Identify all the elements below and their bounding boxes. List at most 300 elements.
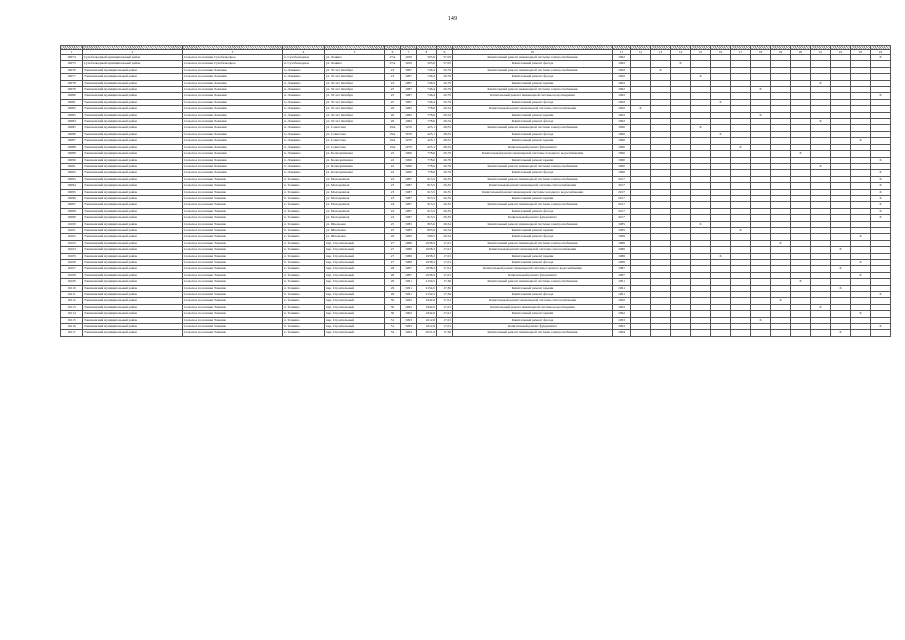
table-cell: Капитальный ремонт крыши (453, 285, 613, 291)
column-number: 4 (283, 50, 325, 55)
mark-cell: X (851, 138, 871, 144)
table-cell: Сельское поселение Тонкино (183, 330, 283, 336)
mark-cell: X (871, 157, 891, 163)
table-cell: 1986 (613, 253, 631, 259)
table-cell: Сельское поселение Тонкино (183, 279, 283, 285)
table-cell: 1987 (401, 74, 417, 80)
table-cell: 1991 (613, 285, 631, 291)
table-cell: 1994 (613, 330, 631, 336)
table-cell: Сельское поселение Тонкино (183, 189, 283, 195)
table-cell: п. Тонкино (283, 247, 325, 253)
table-cell: 913,5 (417, 176, 437, 182)
table-cell: Сельское поселение Ложкино (183, 131, 283, 137)
mark-cell: X (751, 87, 771, 93)
table-cell: Сельское поселение Ложкино (183, 99, 283, 105)
table-cell: п. Тонкино (283, 292, 325, 298)
table-cell: 1992 (613, 74, 631, 80)
table-cell: Тоншаевский муниципальный район (83, 99, 183, 105)
table-cell: пер. Строительный (325, 330, 385, 336)
table-cell: 17,01 (437, 247, 453, 253)
table-cell: 20,54 (437, 221, 453, 227)
mark-cell: X (871, 195, 891, 201)
document-table (60, 45, 891, 337)
table-cell: 17,01 (437, 324, 453, 330)
table-cell: 22 (385, 157, 401, 163)
table-cell: 20,35 (437, 208, 453, 214)
table-cell: Тоншаевский муниципальный район (83, 221, 183, 227)
table-cell: 1990 (401, 151, 417, 157)
table-cell: п. Тонкино (283, 317, 325, 323)
mark-cell: X (751, 317, 771, 323)
mark-cell: X (871, 93, 891, 99)
mark-cell: X (811, 304, 831, 310)
table-cell: 1987 (401, 215, 417, 221)
table-cell: Тоншаевский муниципальный район (83, 119, 183, 125)
mark-cell: X (871, 215, 891, 221)
table-cell: ул. 50 лет Октября (325, 74, 385, 80)
table-cell: 1990 (613, 163, 631, 169)
table-cell: Тоншаевский муниципальный район (83, 266, 183, 272)
table-cell: 2017 (613, 183, 631, 189)
table-cell: п. Ложкино (283, 131, 325, 137)
mark-cell: X (851, 272, 871, 278)
table-cell: ул. 50 лет Октября (325, 87, 385, 93)
table-cell: 30 (385, 298, 401, 304)
table-cell: ул. Кооперативная (325, 157, 385, 163)
table-cell: 1992 (613, 311, 631, 317)
table-cell: п. Тонкино (283, 240, 325, 246)
mark-cell (711, 330, 731, 336)
table-cell: ул. 50 лет Октября (325, 93, 385, 99)
table-cell: Капитальный ремонт инженерной системы электроснабжения (453, 279, 613, 285)
column-number: 8 (417, 50, 437, 55)
table-cell: 27А (385, 55, 401, 61)
table-cell: Сельское поселение Ложкино (183, 119, 283, 125)
table-cell: 1991 (613, 279, 631, 285)
table-cell: 2051,9 (417, 330, 437, 336)
mark-cell (771, 330, 791, 336)
table-cell: 25 (385, 99, 401, 105)
table-cell: Капитальный ремонт инженерной системы теплоснабжения (453, 106, 613, 112)
table-cell: 1987 (401, 67, 417, 73)
column-number: 19 (771, 50, 791, 55)
table-cell: Тоншаевский муниципальный район (83, 208, 183, 214)
table-cell: 1658,3 (417, 260, 437, 266)
table-cell: 20,79 (437, 151, 453, 157)
table-cell: 1658,3 (417, 253, 437, 259)
table-cell: Сухобезводный муниципальный район (83, 61, 183, 67)
table-cell: п. Ложкино (283, 151, 325, 157)
table-cell: Капитальный ремонт фасада (453, 99, 613, 105)
table-cell: 16107 (61, 266, 83, 272)
table-cell: 17,01 (437, 317, 453, 323)
table-cell: Тоншаевский муниципальный район (83, 272, 183, 278)
table-cell: 1986 (401, 260, 417, 266)
column-number: 21 (811, 50, 831, 55)
table-cell: 2017 (613, 176, 631, 182)
table-cell: 17,36 (437, 292, 453, 298)
table-cell: ул. Советская (325, 131, 385, 137)
table-cell: 16094 (61, 183, 83, 189)
table-cell: 17,01 (437, 311, 453, 317)
column-number: 5 (325, 50, 385, 55)
mark-cell: X (751, 112, 771, 118)
table-cell: 1987 (401, 99, 417, 105)
table-cell: Тоншаевский муниципальный район (83, 67, 183, 73)
column-number: 15 (691, 50, 711, 55)
table-cell: 1990 (613, 138, 631, 144)
table-cell: 29 (385, 279, 401, 285)
table-cell: 26 (385, 112, 401, 118)
table-cell: 26 (385, 234, 401, 240)
mark-cell: X (811, 80, 831, 86)
table-cell: 1992 (401, 304, 417, 310)
table-cell: Тоншаевский муниципальный район (83, 151, 183, 157)
table-cell: 1987 (613, 266, 631, 272)
table-cell: п. Тонкино (283, 298, 325, 304)
table-cell: 23 (385, 80, 401, 86)
mark-cell (811, 330, 831, 336)
table-cell: п. Тонкино (283, 279, 325, 285)
table-cell: Сельское поселение Ложкино (183, 67, 283, 73)
mark-cell: X (691, 74, 711, 80)
mark-cell (691, 330, 711, 336)
table-cell: п. Тонкино (283, 176, 325, 182)
table-cell: Капитальный ремонт крыши (453, 253, 613, 259)
table-cell: 17,01 (437, 272, 453, 278)
table-cell: 1987 (401, 80, 417, 86)
table-cell: 16085 (61, 125, 83, 131)
table-cell: Капитальный ремонт инженерной системы электроснабжения (453, 55, 613, 61)
table-cell: п. Ложкино (283, 74, 325, 80)
table-cell: ул. Кооперативная (325, 151, 385, 157)
table-cell: Тоншаевский муниципальный район (83, 176, 183, 182)
table-cell: 16089 (61, 151, 83, 157)
table-cell: ул. Советская (325, 138, 385, 144)
table-cell: п. Ложкино (283, 170, 325, 176)
table-cell: Тоншаевский муниципальный район (83, 285, 183, 291)
table-cell: 1982 (401, 106, 417, 112)
mark-cell (751, 330, 771, 336)
table-cell: 20,79 (437, 80, 453, 86)
table-cell: 16091 (61, 163, 83, 169)
table-cell: Капитальный ремонт фундамента (453, 272, 613, 278)
table-cell: 1993 (401, 317, 417, 323)
table-cell: 20,35 (437, 215, 453, 221)
table-cell: 1658,3 (417, 240, 437, 246)
table-cell: п. Тонкино (283, 260, 325, 266)
table-cell: Тоншаевский муниципальный район (83, 112, 183, 118)
table-cell: 24 (385, 215, 401, 221)
table-cell: пер. Строительный (325, 272, 385, 278)
table-cell: Тоншаевский муниципальный район (83, 183, 183, 189)
table-cell: 16097 (61, 202, 83, 208)
table-row (61, 330, 891, 336)
column-number: 22 (831, 50, 851, 55)
table-cell: 32 (385, 330, 401, 336)
table-cell: 1982 (401, 112, 417, 118)
table-cell: 17,36 (437, 285, 453, 291)
table-cell: Тоншаевский муниципальный район (83, 170, 183, 176)
table-cell: 23 (385, 176, 401, 182)
table-cell: п. Ложкино (283, 138, 325, 144)
table-cell: ул. Молодежная (325, 202, 385, 208)
table-cell: Капитальный ремонт инженерной системы электроснабжения (453, 176, 613, 182)
table-cell: Сельское поселение Тонкино (183, 317, 283, 323)
mark-cell: X (791, 279, 811, 285)
table-cell: 1992 (613, 80, 631, 86)
table-cell: Капитальный ремонт инженерной системы водоотведения (453, 304, 613, 310)
table-cell: 1842,6 (417, 311, 437, 317)
table-cell: 913,5 (417, 183, 437, 189)
table-cell: Сельское поселение Тонкино (183, 215, 283, 221)
table-cell: 22 (385, 163, 401, 169)
mark-cell: X (691, 125, 711, 131)
table-cell: Капитальный ремонт инженерной системы теплоснабжения (453, 247, 613, 253)
table-cell: 17,01 (437, 298, 453, 304)
table-cell: 16090 (61, 157, 83, 163)
table-cell: Сельское поселение Тонкино (183, 311, 283, 317)
table-cell: 16074 (61, 55, 83, 61)
column-number: 16 (711, 50, 731, 55)
mark-cell (871, 330, 891, 336)
table-cell: ул. 50 лет Октября (325, 106, 385, 112)
table-cell: 1842,6 (417, 304, 437, 310)
table-cell: Сельское поселение Тонкино (183, 260, 283, 266)
table-cell: 28 (385, 266, 401, 272)
table-cell: 1982 (401, 119, 417, 125)
table-cell: 1970 (401, 125, 417, 131)
table-cell: 16116 (61, 324, 83, 330)
table-cell: пер. Строительный (325, 279, 385, 285)
table-cell: Тоншаевский муниципальный район (83, 227, 183, 233)
table-cell: п. Тонкино (283, 215, 325, 221)
table-cell: п. Сухобезводное (283, 61, 325, 67)
table-cell: 19А (385, 144, 401, 150)
mark-cell: X (811, 163, 831, 169)
table-cell: Сельское поселение Ложкино (183, 138, 283, 144)
table-cell: 1985 (401, 227, 417, 233)
table-cell: Тоншаевский муниципальный район (83, 163, 183, 169)
table-cell: 2017 (613, 208, 631, 214)
table-cell: 16114 (61, 311, 83, 317)
table-cell: 746,4 (417, 99, 437, 105)
table-cell: Сельское поселение Ложкино (183, 112, 283, 118)
table-cell: 16100 (61, 221, 83, 227)
table-cell: 20,79 (437, 74, 453, 80)
table-cell: 1990 (613, 170, 631, 176)
table-cell: 1992 (613, 298, 631, 304)
table-cell: 1991 (401, 279, 417, 285)
table-cell: 1950 (401, 55, 417, 61)
table-cell: 27А (385, 61, 401, 67)
table-cell: 25 (385, 87, 401, 93)
mark-cell: X (871, 183, 891, 189)
table-cell: Сельское поселение Тонкино (183, 221, 283, 227)
table-body (61, 55, 891, 337)
table-cell: 1993 (401, 324, 417, 330)
table-cell: 20,35 (437, 195, 453, 201)
table-cell: 1612,8 (417, 324, 437, 330)
table-cell: 1992 (401, 311, 417, 317)
table-cell: Сельское поселение Ложкино (183, 93, 283, 99)
mark-cell: X (811, 119, 831, 125)
table-cell: Тоншаевский муниципальный район (83, 317, 183, 323)
table-cell: Капитальный ремонт инженерной системы электроснабжения (453, 87, 613, 93)
table-cell: ул. Молодежная (325, 208, 385, 214)
table-cell: Сельское поселение Тонкино (183, 285, 283, 291)
table-cell: 22 (385, 170, 401, 176)
table-cell: п. Ложкино (283, 106, 325, 112)
table-cell: п. Тонкино (283, 266, 325, 272)
table-cell: Капитальный ремонт инженерной системы теплоснабжения (453, 298, 613, 304)
table-cell: пер. Строительный (325, 304, 385, 310)
table-cell: 1991 (401, 292, 417, 298)
table-cell: 913,5 (417, 202, 437, 208)
table-cell: 1991 (613, 292, 631, 298)
table-cell: Сельское поселение Тонкино (183, 176, 283, 182)
column-number: 13 (651, 50, 671, 55)
mark-cell: X (711, 253, 731, 259)
mark-cell: X (831, 330, 851, 336)
table-cell: 17,01 (437, 240, 453, 246)
table-cell: 16104 (61, 247, 83, 253)
table-cell: Капитальный ремонт фасада (453, 292, 613, 298)
column-number: 10 (453, 50, 613, 55)
table-cell: 27 (385, 253, 401, 259)
table-cell: 1985 (613, 221, 631, 227)
table-cell: 29 (385, 292, 401, 298)
table-cell: 30 (385, 311, 401, 317)
table-cell: п. Тонкино (283, 324, 325, 330)
column-number: 20 (791, 50, 811, 55)
table-cell: пер. Строительный (325, 266, 385, 272)
table-cell: п. Тонкино (283, 285, 325, 291)
column-number: 18 (751, 50, 771, 55)
table-cell: п. Тонкино (283, 208, 325, 214)
table-cell: Капитальный ремонт фасада (453, 170, 613, 176)
table-cell: 25 (385, 227, 401, 233)
table-cell: п. Ложкино (283, 125, 325, 131)
table-cell: Капитальный ремонт крыши (453, 311, 613, 317)
mark-cell: X (831, 247, 851, 253)
table-cell: Капитальный ремонт фундамента (453, 215, 613, 221)
table-cell: 425,1 (417, 144, 437, 150)
table-cell: Капитальный ремонт фасада (453, 234, 613, 240)
mark-cell: X (791, 151, 811, 157)
table-cell: 2154,5 (417, 285, 437, 291)
table-cell: 1970 (401, 138, 417, 144)
table-cell: 19А (385, 138, 401, 144)
table-cell: ул. Советская (325, 144, 385, 150)
table-cell: 1987 (401, 195, 417, 201)
table-cell: Капитальный ремонт инженерной системы электроснабжения (453, 221, 613, 227)
table-cell: Капитальный ремонт фасада (453, 317, 613, 323)
mark-cell: X (851, 311, 871, 317)
mark-cell (851, 330, 871, 336)
table-cell: 20,79 (437, 157, 453, 163)
table-cell: ул. Кооперативная (325, 163, 385, 169)
table-cell: Сельское поселение Тонкино (183, 292, 283, 298)
table-cell: 16092 (61, 170, 83, 176)
table-cell: ул. Школьная (325, 234, 385, 240)
table-cell: 28,55 (437, 144, 453, 150)
table-cell: 1990 (613, 157, 631, 163)
table-cell: Сельское поселение Ложкино (183, 87, 283, 93)
table-cell: 20,54 (437, 106, 453, 112)
table-cell: Тоншаевский муниципальный район (83, 234, 183, 240)
table-cell: п. Тонкино (283, 304, 325, 310)
mark-cell (791, 330, 811, 336)
table-cell: Сельское поселение Тонкино (183, 195, 283, 201)
table-cell: п. Тонкино (283, 272, 325, 278)
table-cell: 746,4 (417, 80, 437, 86)
table-cell: Капитальный ремонт инженерной системы электроснабжения (453, 202, 613, 208)
table-cell: 1992 (613, 67, 631, 73)
table-cell: Тоншаевский муниципальный район (83, 195, 183, 201)
table-cell: пер. Строительный (325, 317, 385, 323)
table-cell: 746,4 (417, 87, 437, 93)
table-cell: Тоншаевский муниципальный район (83, 131, 183, 137)
table-cell: 1985 (613, 227, 631, 233)
table-cell: п. Тонкино (283, 330, 325, 336)
table-cell: 23 (385, 67, 401, 73)
table-cell: 746,4 (417, 74, 437, 80)
table-cell: Капитальный ремонт инженерной системы электроснабжения (453, 330, 613, 336)
column-number: 17 (731, 50, 751, 55)
table-cell: 1987 (401, 93, 417, 99)
mark-cell: X (731, 227, 751, 233)
mark-cell: X (871, 189, 891, 195)
table-cell: ул. Молодежная (325, 195, 385, 201)
table-cell: 16101 (61, 227, 83, 233)
table-cell: 2017 (613, 195, 631, 201)
table-cell: Капитальный ремонт фасада (453, 61, 613, 67)
table-cell: 1970 (401, 144, 417, 150)
table-cell: 20,79 (437, 170, 453, 176)
table-cell: ул. Ленина (325, 55, 385, 61)
table-cell: Капитальный ремонт инженерной системы электроснабжения (453, 67, 613, 73)
table-cell: 1658,3 (417, 247, 437, 253)
table-cell: 2017 (613, 189, 631, 195)
table-cell: 17,01 (437, 304, 453, 310)
table-cell: Сельское поселение Тонкино (183, 183, 283, 189)
column-number: 7 (401, 50, 417, 55)
table-cell: 20,35 (437, 189, 453, 195)
table-cell: 22 (385, 151, 401, 157)
table-cell: ул. 50 лет Октября (325, 80, 385, 86)
table-cell: 425,1 (417, 131, 437, 137)
table-cell: 1987 (401, 176, 417, 182)
table-cell: 16084 (61, 119, 83, 125)
table-cell: 30 (385, 304, 401, 310)
table-cell: 1993 (613, 317, 631, 323)
table-cell: Капитальный ремонт инженерной системы холодного водоснабжения (453, 151, 613, 157)
table-cell: 16098 (61, 208, 83, 214)
table-cell: 16111 (61, 292, 83, 298)
mark-cell: X (871, 292, 891, 298)
table-cell: пер. Строительный (325, 311, 385, 317)
mark-cell: X (871, 176, 891, 182)
column-number: 9 (437, 50, 453, 55)
table-cell: 1612,8 (417, 317, 437, 323)
table-cell: 23 (385, 183, 401, 189)
mark-cell: X (651, 67, 671, 73)
table-cell: 778,6 (417, 163, 437, 169)
table-cell: 20,79 (437, 99, 453, 105)
table-cell: Сельское поселение Сухобезводное (183, 61, 283, 67)
table-cell: 1987 (401, 202, 417, 208)
